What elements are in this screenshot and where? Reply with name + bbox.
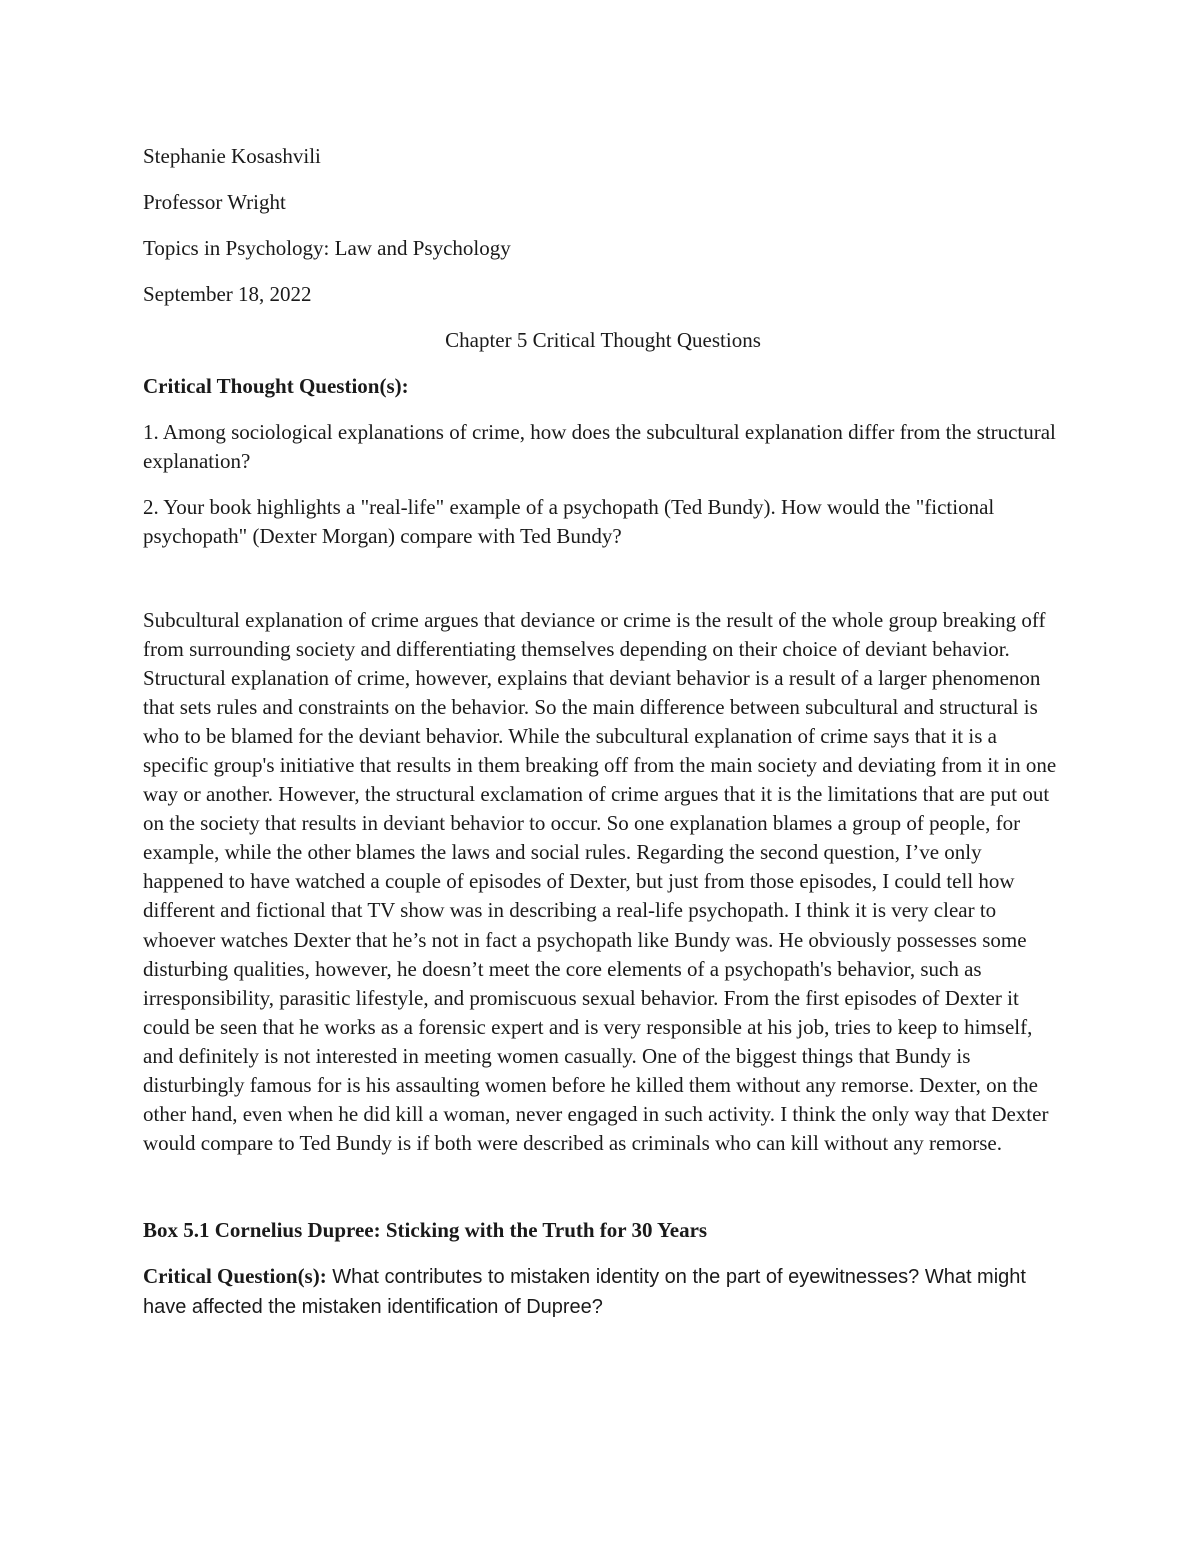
professor-name: Professor Wright (143, 190, 286, 214)
box-critical-question (143, 1262, 1063, 1322)
box-question-text: What contributes to mistaken identity on the part of eyewitnesses? What might have affected the mistaken identification of Dupree? (143, 1265, 1026, 1318)
document-title: Chapter 5 Critical Thought Questions (445, 328, 761, 352)
spacer (143, 568, 1063, 606)
document-date: September 18, 2022 (143, 282, 312, 306)
spacer (143, 1158, 1063, 1216)
question-1: 1. Among sociological explanations of crime, how does the subcultural explanation differ from the structural explanation? (143, 420, 1056, 473)
answer-paragraph: Subcultural explanation of crime argues that deviance or crime is the result of the whole group breaking off from surrounding society and differentiating themselves depending on their choice of deviant behavior. Structural explanation of crime, however, explains that deviant behavior is a result of a larger phenomenon that sets rules and constraints on the behavior. So the main difference between subcultural and structural is who to be blamed for the deviant behavior. While the subcultural explanation of crime says that it is a specific group's initiative that results in them breaking off from the main society and deviating from it in one way or another. However, the structural exclamation of crime argues that it is the limitations that are put out on the society that results in deviant behavior to occur. So one explanation blames a group of people, for example, while the other blames the laws and social rules. Regarding the second question, I’ve only happened to have watched a couple of episodes of Dexter, but just from those episodes, I could tell how different and fictional that TV show was in describing a real-life psychopath. I think it is very clear to whoever watches Dexter that he’s not in fact a psychopath like Bundy was. He obviously possesses some disturbing qualities, however, he doesn’t meet the core elements of a psychopath's behavior, such as irresponsibility, parasitic lifestyle, and promiscuous sexual behavior. From the first episodes of Dexter it could be seen that he works as a forensic expert and is very responsible at his job, tries to keep to himself, and definitely is not interested in meeting women casually. One of the biggest things that Bundy is disturbingly famous for is his assaulting women before he killed them without any remorse. Dexter, on the other hand, even when he did kill a woman, never engaged in such activity. I think the only way that Dexter would compare to Ted Bundy is if both were described as criminals who can kill without any remorse. (143, 608, 1057, 1155)
box-title: Box 5.1 Cornelius Dupree: Sticking with the Truth for 30 Years (143, 1217, 708, 1242)
course-name: Topics in Psychology: Law and Psychology (143, 236, 511, 260)
box-question-label: Critical Question(s): (143, 1263, 327, 1288)
student-name: Stephanie Kosashvili (143, 144, 321, 168)
document-content (143, 142, 1063, 1322)
question-2: 2. Your book highlights a "real-life" example of a psychopath (Ted Bundy). How would the "fictional psychopath" (Dexter Morgan) compare with Ted Bundy? (143, 495, 995, 548)
critical-thought-heading: Critical Thought Question(s): (143, 374, 409, 398)
